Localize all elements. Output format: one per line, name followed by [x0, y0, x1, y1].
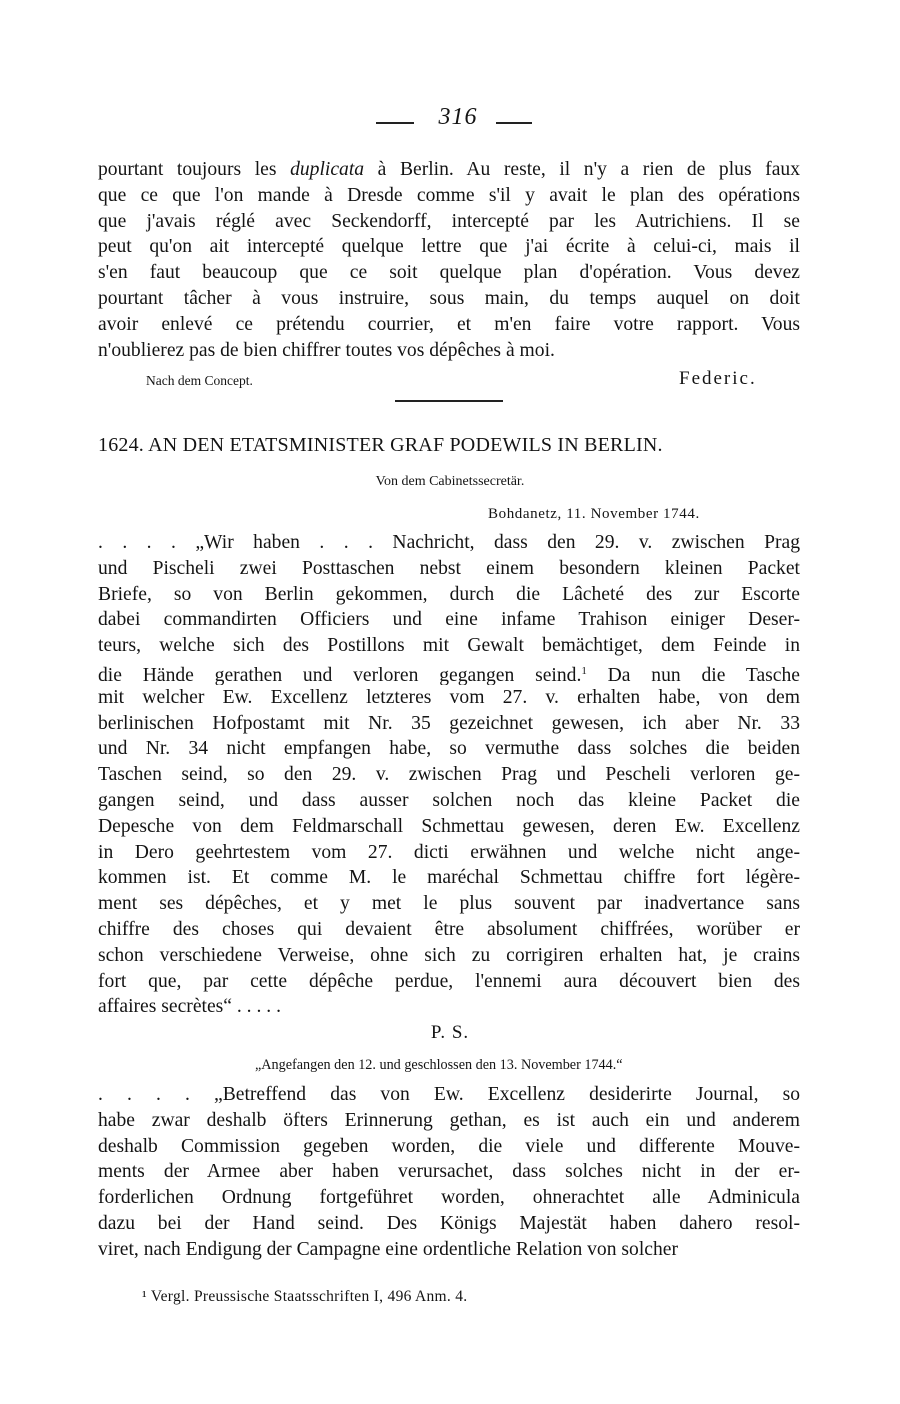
text-line: dazu bei der Hand seind. Des Königs Majestät haben dahero resol- — [98, 1212, 800, 1234]
document-title: 1624. AN DEN ETATSMINISTER GRAF PODEWILS IN BERLIN. — [98, 434, 663, 456]
signature: Federic. — [679, 368, 757, 389]
text-line: mit welcher Ew. Excellenz letzteres vom 27. v. erhalten habe, von dem — [98, 686, 800, 708]
text-line: kommen ist. Et comme M. le maréchal Schmettau chiffre fort légère- — [98, 867, 800, 889]
text-line: pourtant tâcher à vous instruire, sous main, du temps auquel on doit — [98, 287, 800, 309]
text-line: und Nr. 34 nicht empfangen habe, so vermuthe dass solches die beiden — [98, 738, 800, 760]
text-line: Briefe, so von Berlin gekommen, durch die Lâcheté des zur Escorte — [98, 583, 800, 605]
text-line: ment ses dépêches, et y met le plus souvent par inadvertance sans — [98, 893, 800, 915]
section-divider — [395, 400, 503, 402]
text-line: schon verschiedene Verweise, ohne sich zu corrigiren erhalten hat, je crains — [98, 944, 800, 966]
header-dash-left — [376, 122, 414, 124]
text-line: . . . . „Betreffend das von Ew. Excellenz desiderirte Journal, so — [98, 1084, 800, 1105]
source-note: Nach dem Concept. — [146, 373, 253, 388]
place-date-line: Bohdanetz, 11. November 1744. — [488, 506, 700, 522]
text-line: peut qu'on ait intercepté quelque lettre que j'ai écrite à celui-ci, mais il — [98, 236, 800, 258]
text-line: und Pischeli zwei Posttaschen nebst einem besondern kleinen Packet — [98, 557, 800, 579]
text-line: que j'avais réglé avec Seckendorff, intercepté par les Autrichiens. Il se — [98, 210, 800, 232]
page-header — [0, 104, 900, 134]
text-line: in Dero geehrtestem vom 27. dicti erwähnen und welche nicht ange- — [98, 841, 800, 863]
text-line: Taschen seind, so den 29. v. zwischen Prag und Pescheli verloren ge- — [98, 764, 800, 786]
text-line: ments der Armee aber haben verursachet, dass solches nicht in der er- — [98, 1161, 800, 1183]
postscript-heading: P. S. — [430, 1022, 470, 1043]
text-line: pourtant toujours les duplicata à Berlin. Au reste, il n'y a rien de plus faux — [98, 159, 800, 180]
previous-letter-text — [98, 157, 800, 363]
text-line: Depesche von dem Feldmarschall Schmettau gewesen, deren Ew. Excellenz — [98, 815, 800, 837]
text-line: gangen seind, und dass ausser solchen noch das kleine Packet die — [98, 789, 800, 811]
document-body — [98, 530, 800, 1020]
text-line: berlinischen Hofpostamt mit Nr. 35 gezeichnet gewesen, ich aber Nr. 33 — [98, 712, 800, 734]
text-line: habe zwar deshalb öfters Erinnerung gethan, es ist auch ein und anderem — [98, 1109, 800, 1131]
text-line: chiffre des choses qui devaient être absolument chiffrées, worüber er — [98, 918, 800, 940]
header-dash-right — [496, 122, 532, 124]
document-subtitle: Von dem Cabinetssecretär. — [375, 474, 525, 489]
page-number: 316 — [438, 104, 478, 130]
text-line: forderlichen Ordnung fortgeführet worden, ohnerachtet alle Adminicula — [98, 1187, 800, 1209]
text-line: deshalb Commission gegeben worden, die viele und differente Mouve- — [98, 1135, 800, 1157]
footnote: ¹ Vergl. Preussische Staatsschriften I, 496 Anm. 4. — [142, 1288, 468, 1305]
text-line: viret, nach Endigung der Campagne eine ordentliche Relation von solcher — [98, 1238, 679, 1260]
text-line: dabei commandirten Officiers und eine infame Trahison einiger Deser- — [98, 609, 800, 631]
text-line: s'en faut beaucoup que ce soit quelque plan d'opération. Vous devez — [98, 262, 800, 284]
text-line: teurs, welche sich des Postillons mit Gewalt bemächtiget, dem Feinde in — [98, 635, 800, 657]
footnote-marker: 1 — [581, 664, 587, 677]
text-line: . . . . „Wir haben . . . Nachricht, dass den 29. v. zwischen Prag — [98, 532, 800, 553]
text-line: fort que, par cette dépêche perdue, l'ennemi aura découvert bien des — [98, 970, 800, 992]
postscript-body — [98, 1082, 800, 1263]
text-line: die Hände gerathen und verloren gegangen seind.$^1$ Da nun die Tasche — [98, 664, 800, 685]
text-line: que ce que l'on mande à Dresde comme s'il y avait le plan des opérations — [98, 184, 800, 206]
text-line: n'oublierez pas de bien chiffrer toutes vos dépêches à moi. — [98, 339, 555, 361]
postscript-dateline: „Angefangen den 12. und geschlossen den 13. November 1744.“ — [255, 1057, 623, 1073]
text-line: affaires secrètes“ . . . . . — [98, 996, 281, 1018]
text-line: avoir enlevé ce prétendu courrier, et m'en faire votre rapport. Vous — [98, 313, 800, 335]
